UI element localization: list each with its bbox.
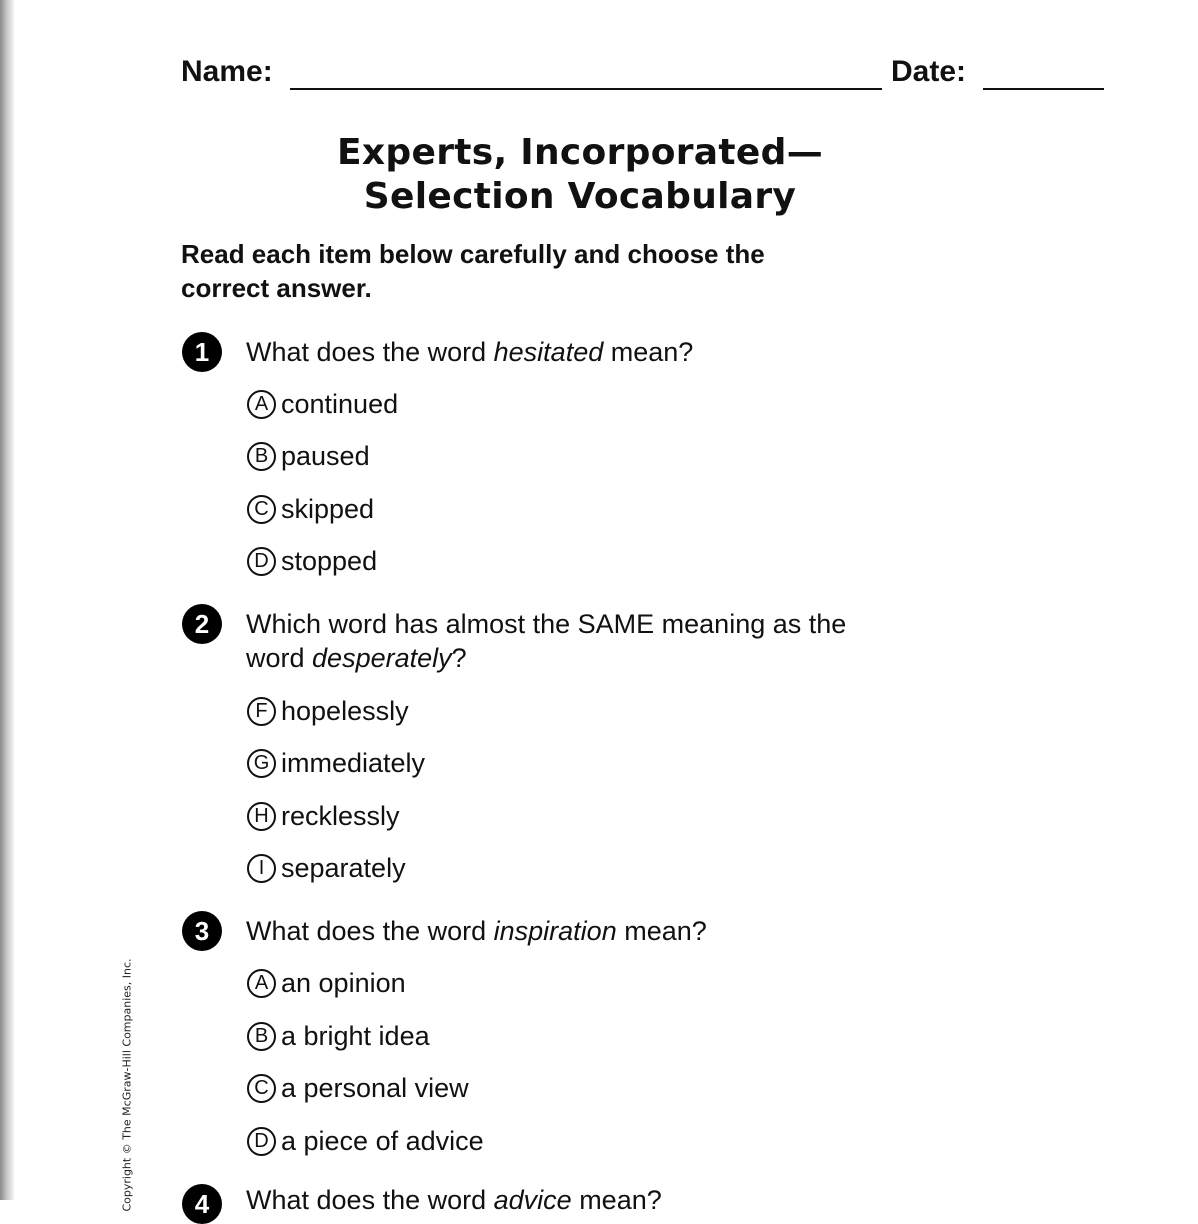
answer-bubble[interactable]: B bbox=[247, 1022, 276, 1051]
question-2-text-cont bbox=[246, 641, 467, 675]
vocab-word: advice bbox=[493, 1185, 572, 1215]
question-text: What does the word bbox=[246, 1185, 494, 1215]
vocab-word: inspiration bbox=[493, 916, 617, 946]
vocab-word: desperately bbox=[312, 643, 452, 673]
option-text: a personal view bbox=[281, 1073, 469, 1103]
answer-bubble[interactable]: B bbox=[247, 442, 276, 471]
answer-option[interactable] bbox=[247, 440, 370, 472]
question-text: ? bbox=[451, 643, 467, 673]
date-label: Date: bbox=[891, 55, 967, 88]
answer-bubble[interactable]: C bbox=[247, 495, 276, 524]
question-text: mean? bbox=[616, 916, 707, 946]
question-number-badge: 1 bbox=[182, 332, 222, 372]
answer-option[interactable] bbox=[247, 388, 398, 420]
answer-bubble[interactable]: A bbox=[247, 390, 276, 419]
answer-bubble[interactable]: A bbox=[247, 969, 276, 998]
option-text: a bright idea bbox=[281, 1021, 430, 1051]
option-text: an opinion bbox=[281, 968, 406, 998]
option-text: continued bbox=[281, 389, 399, 419]
question-text: mean? bbox=[571, 1185, 662, 1215]
instructions-line-1: Read each item below carefully and choose the bbox=[181, 239, 765, 269]
question-2-text: Which word has almost the SAME meaning as the bbox=[246, 609, 847, 639]
question-1-text bbox=[246, 335, 693, 369]
answer-bubble[interactable]: D bbox=[247, 1127, 276, 1156]
answer-option[interactable] bbox=[247, 1125, 484, 1157]
question-number-badge: 3 bbox=[182, 911, 222, 951]
instructions-line-2: correct answer. bbox=[181, 273, 372, 303]
answer-option[interactable] bbox=[247, 967, 406, 999]
option-text: recklessly bbox=[281, 801, 400, 831]
option-text: a piece of advice bbox=[281, 1126, 484, 1156]
name-field-line[interactable] bbox=[290, 88, 882, 90]
option-text: separately bbox=[281, 853, 406, 883]
answer-option[interactable] bbox=[247, 493, 374, 525]
vocab-word: hesitated bbox=[493, 337, 604, 367]
answer-option[interactable] bbox=[247, 695, 409, 727]
question-text: What does the word bbox=[246, 916, 494, 946]
question-4-text bbox=[246, 1183, 662, 1217]
answer-option[interactable] bbox=[247, 1020, 430, 1052]
answer-option[interactable] bbox=[247, 545, 377, 577]
title-line-1: Experts, Incorporated— bbox=[337, 132, 823, 173]
option-text: hopelessly bbox=[281, 696, 409, 726]
answer-option[interactable] bbox=[247, 852, 406, 884]
option-text: stopped bbox=[281, 546, 378, 576]
name-label: Name: bbox=[181, 55, 273, 88]
option-text: skipped bbox=[281, 494, 375, 524]
question-text: What does the word bbox=[246, 337, 494, 367]
answer-option[interactable] bbox=[247, 800, 400, 832]
answer-bubble[interactable]: C bbox=[247, 1074, 276, 1103]
question-3-text bbox=[246, 914, 707, 948]
question-text: mean? bbox=[603, 337, 694, 367]
option-text: paused bbox=[281, 441, 370, 471]
date-field-line[interactable] bbox=[983, 88, 1104, 90]
answer-bubble[interactable]: D bbox=[247, 547, 276, 576]
question-number-badge: 2 bbox=[182, 604, 222, 644]
option-text: immediately bbox=[281, 748, 426, 778]
answer-bubble[interactable]: I bbox=[247, 854, 276, 883]
question-number-badge: 4 bbox=[182, 1184, 222, 1224]
answer-option[interactable] bbox=[247, 1072, 469, 1104]
answer-bubble[interactable]: G bbox=[247, 749, 276, 778]
question-text: word bbox=[246, 643, 313, 673]
title-line-2: Selection Vocabulary bbox=[363, 176, 797, 217]
answer-bubble[interactable]: H bbox=[247, 802, 276, 831]
copyright-notice: Copyright © The McGraw-Hill Companies, Inc. bbox=[120, 958, 134, 1212]
answer-bubble[interactable]: F bbox=[247, 697, 276, 726]
answer-option[interactable] bbox=[247, 747, 425, 779]
